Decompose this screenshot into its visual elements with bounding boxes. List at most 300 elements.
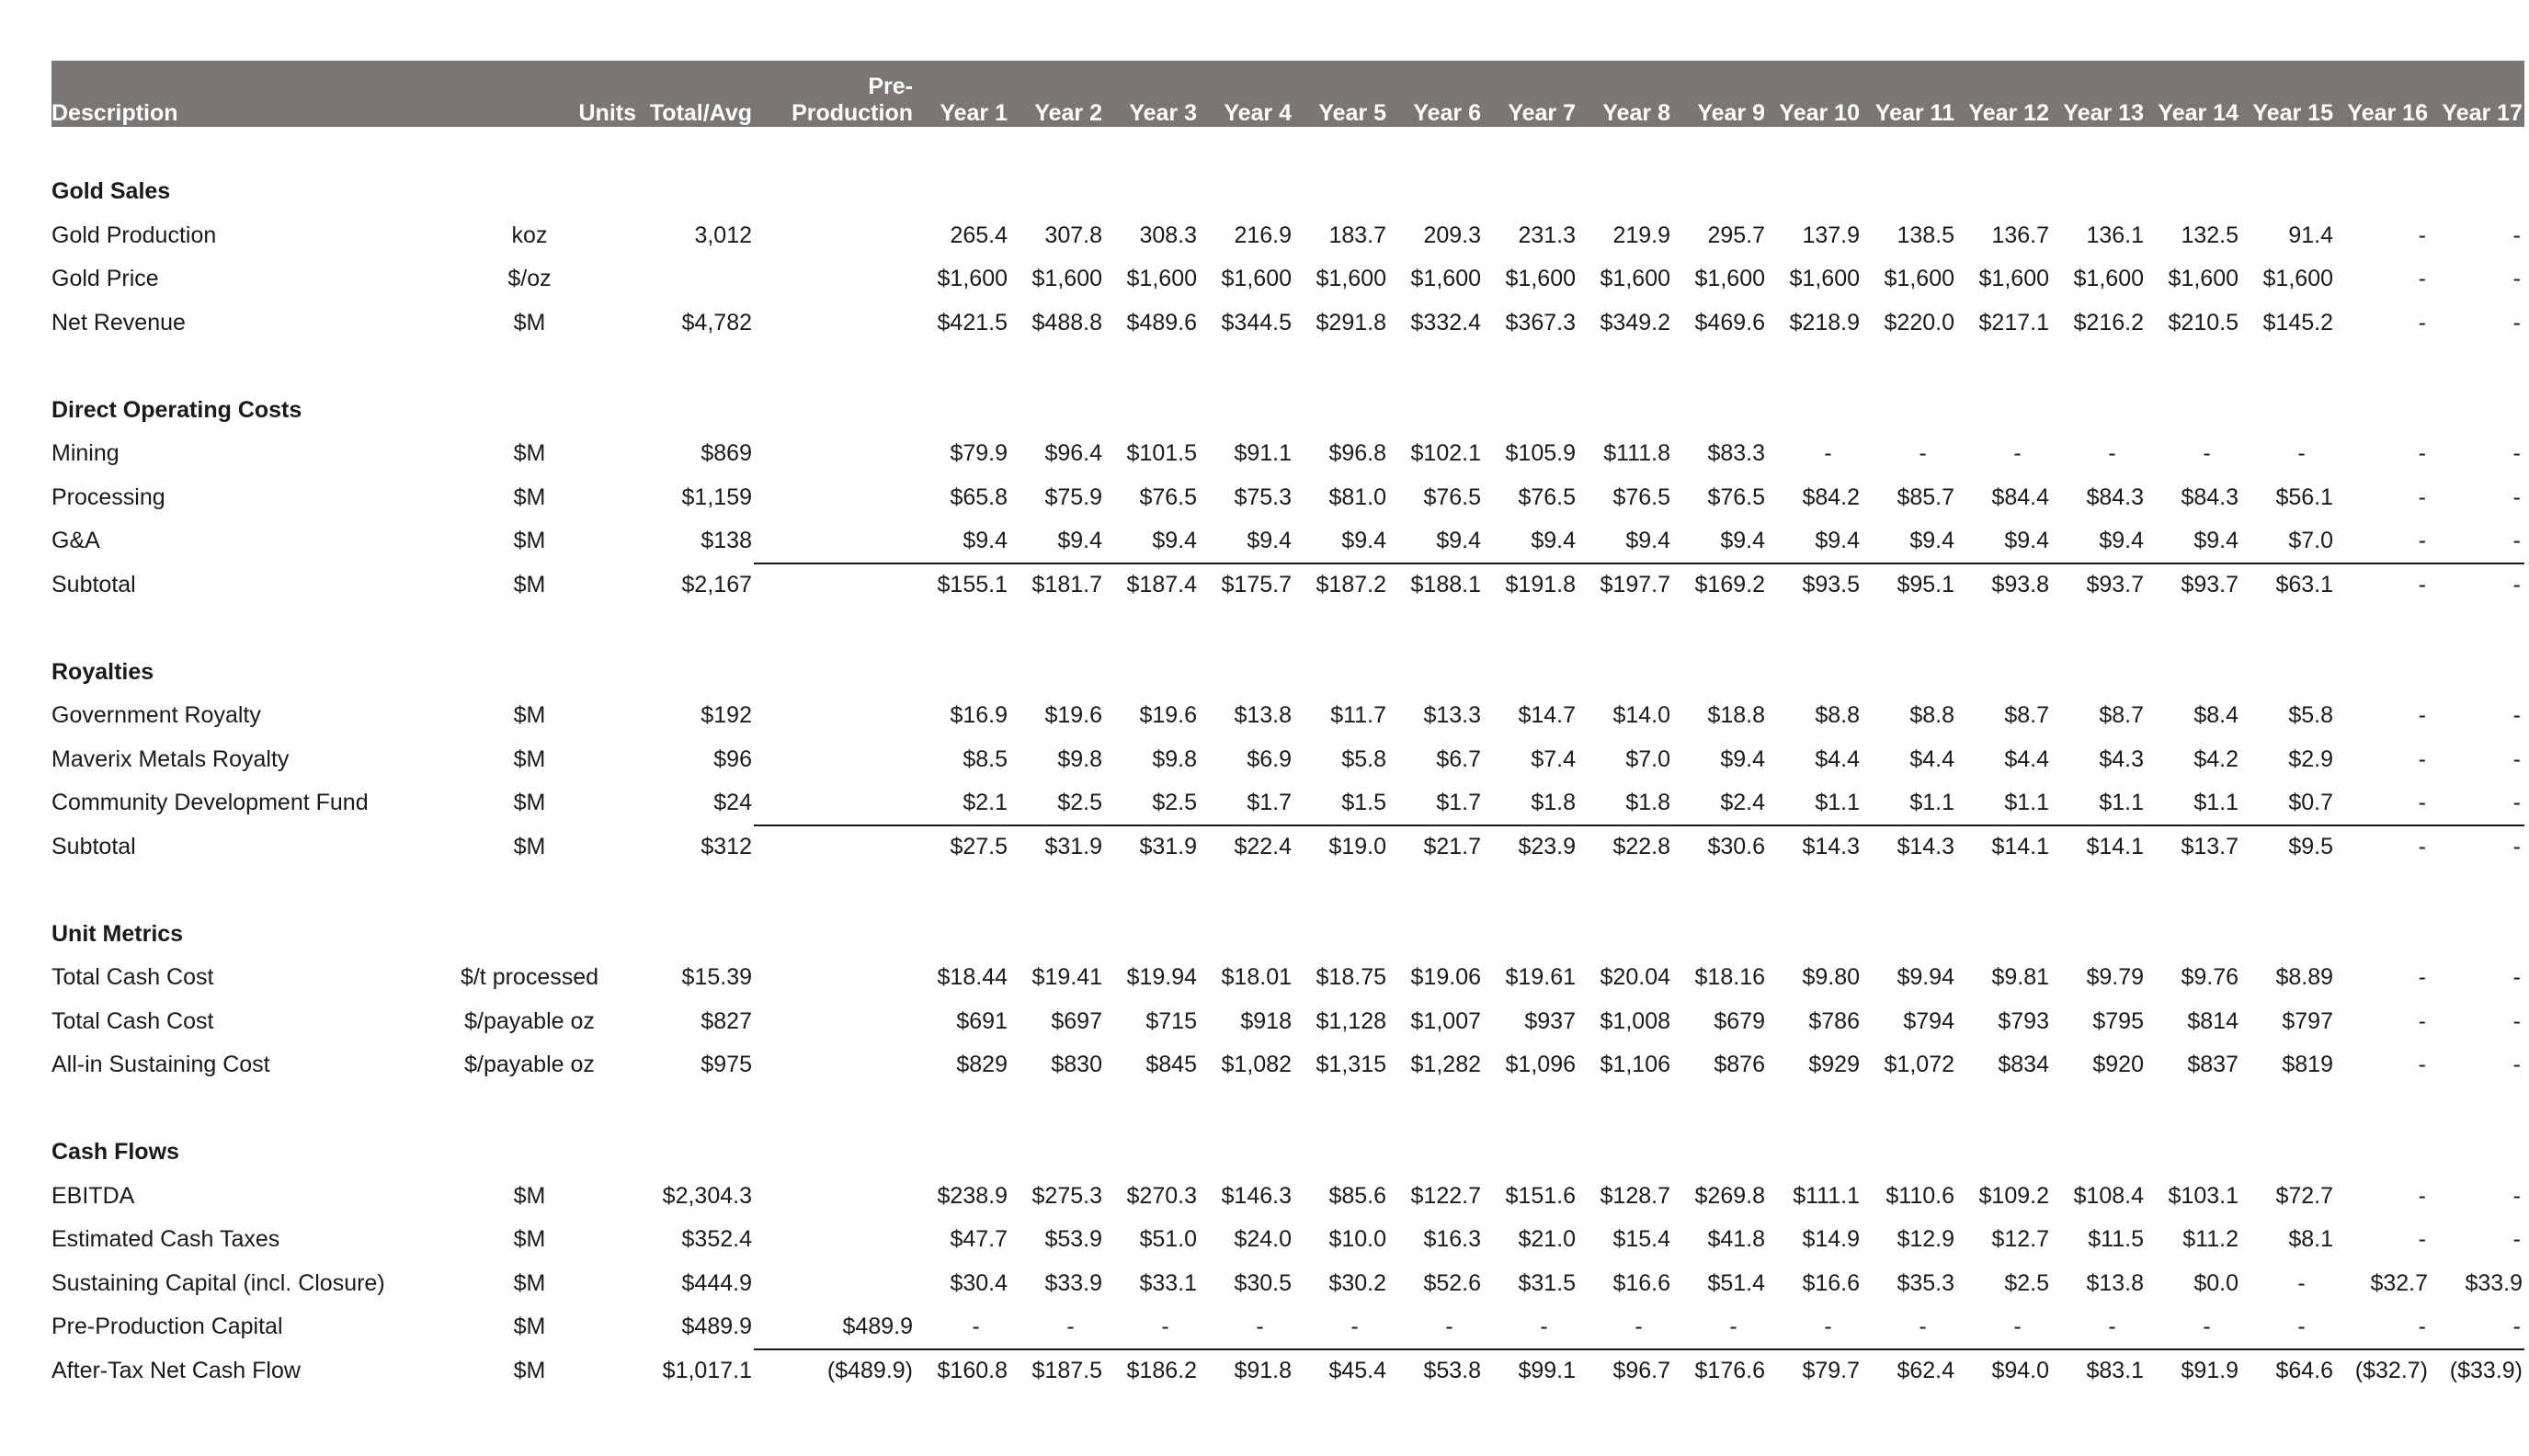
dash-value: -	[1919, 440, 1927, 467]
row-year-value: $786	[1808, 1007, 1860, 1034]
row-total: $352.4	[681, 1226, 752, 1253]
row-year-value	[1483, 1305, 1578, 1349]
dash-value: -	[2108, 440, 2116, 467]
dash-value: -	[2512, 527, 2521, 553]
row-year-value: $1,600	[1410, 266, 1481, 292]
row-year-value: $217.1	[1978, 309, 2049, 336]
row-total: $4,782	[681, 309, 752, 336]
row-year-value: $146.3	[1221, 1182, 1292, 1209]
row-year-value	[2146, 432, 2240, 476]
row-year-value	[1578, 1305, 1672, 1349]
row-year-value	[2240, 432, 2335, 476]
row-year-value: $5.8	[2288, 702, 2333, 729]
dash-value: -	[2418, 1226, 2426, 1253]
row-year-value	[2335, 301, 2430, 346]
row-year-value: $111.1	[1793, 1182, 1860, 1209]
row-year-value: $210.5	[2168, 309, 2239, 336]
row-total: $444.9	[681, 1269, 752, 1296]
row-year-value: $76.5	[1707, 483, 1765, 510]
row-year-value: $9.8	[1152, 745, 1197, 772]
spacer-row	[51, 127, 2524, 170]
row-year-value	[1672, 1305, 1767, 1349]
row-year-value: $4.3	[2099, 745, 2144, 772]
row-year-value: $16.6	[1612, 1269, 1670, 1296]
row-year-value: $91.8	[1234, 1358, 1292, 1384]
row-year-value: $814	[2187, 1007, 2239, 1034]
row-units: $M	[513, 833, 546, 859]
row-label: All-in Sustaining Cost	[51, 1052, 270, 1078]
row-year-value: $13.8	[2086, 1269, 2144, 1296]
row-total: $869	[701, 440, 752, 467]
row-year-value: $1,008	[1600, 1007, 1670, 1034]
row-year-value: ($32.7)	[2354, 1358, 2428, 1384]
section-header-row	[51, 389, 2524, 433]
row-year-value: $14.3	[1802, 834, 1860, 860]
dash-value: -	[1729, 1313, 1737, 1339]
row-year-value: 219.9	[1612, 222, 1670, 248]
row-pre-production	[754, 257, 915, 301]
row-year-value: $33.9	[2465, 1269, 2523, 1296]
dash-value: -	[1635, 1313, 1643, 1339]
row-year-value: $13.8	[1234, 702, 1292, 729]
row-pre-production	[754, 432, 915, 476]
row-label: Net Revenue	[51, 309, 186, 336]
row-year-value: $31.9	[1139, 834, 1197, 860]
row-pre-production	[754, 1218, 915, 1262]
row-year-value: $1,600	[1221, 266, 1292, 292]
row-total: $2,167	[681, 571, 752, 597]
row-year-value: $1.5	[1293, 781, 1388, 825]
table-row	[51, 1262, 2524, 1306]
row-year-value: $93.7	[2086, 572, 2144, 598]
row-year-value: $715	[1145, 1007, 1197, 1034]
row-year-value: $2.5	[1009, 781, 1104, 825]
row-year-value: $187.5	[1031, 1358, 1102, 1384]
row-total: $312	[701, 833, 752, 859]
dash-value: -	[2418, 266, 2426, 292]
row-year-value: $75.9	[1044, 483, 1102, 510]
dash-value: -	[2203, 1313, 2211, 1339]
table-row	[51, 1349, 2524, 1393]
row-year-value: $53.9	[1044, 1226, 1102, 1253]
row-year-value: $14.9	[1802, 1226, 1860, 1253]
row-year-value: 138.5	[1897, 222, 1954, 248]
row-year-value: $1.1	[2146, 781, 2240, 825]
row-year-value: $1.8	[1483, 781, 1578, 825]
row-year-value: $291.8	[1316, 309, 1386, 336]
row-year-value: $8.1	[2288, 1226, 2333, 1253]
section-title: Gold Sales	[51, 178, 171, 205]
row-units: $M	[513, 1314, 546, 1340]
row-year-value: 136.7	[1991, 222, 2049, 248]
dash-value: -	[2108, 1313, 2116, 1339]
dash-value: -	[1350, 1313, 1359, 1339]
table-row	[51, 214, 2524, 258]
dash-value: -	[2512, 266, 2521, 292]
section-header-row	[51, 170, 2524, 214]
row-year-value: $4.2	[2193, 745, 2239, 772]
dash-value: -	[2418, 702, 2426, 729]
row-year-value: $9.80	[1802, 964, 1860, 991]
row-year-value: $9.8	[1057, 745, 1102, 772]
row-pre-production	[754, 519, 915, 563]
row-pre-production	[754, 738, 915, 782]
dash-value: -	[1256, 1313, 1264, 1339]
row-year-value	[2335, 738, 2430, 782]
dash-value: -	[2418, 1007, 2426, 1034]
dash-value: -	[2418, 572, 2426, 598]
row-label: Community Development Fund	[51, 790, 369, 816]
table-row	[51, 694, 2524, 738]
row-label: Subtotal	[51, 833, 136, 859]
row-year-value: $2.1	[915, 781, 1009, 825]
row-year-value: $489.6	[1126, 309, 1197, 336]
row-label: Estimated Cash Taxes	[51, 1226, 280, 1253]
row-year-value: $13.7	[2181, 834, 2239, 860]
table-row	[51, 432, 2524, 476]
dash-value: -	[972, 1313, 980, 1339]
row-year-value: $8.5	[963, 745, 1008, 772]
row-units: $M	[513, 702, 546, 729]
row-label: Processing	[51, 483, 165, 510]
spacer-row	[51, 1087, 2524, 1132]
row-units: $/payable oz	[464, 1007, 595, 1034]
row-year-value	[2335, 781, 2430, 825]
row-year-value: $176.6	[1694, 1358, 1765, 1384]
dash-value: -	[2418, 527, 2426, 553]
dash-value: -	[2418, 222, 2426, 248]
row-year-value: $1,600	[1978, 266, 2049, 292]
row-year-value: $111.8	[1603, 440, 1670, 467]
table-row	[51, 1000, 2524, 1044]
dash-value: -	[2512, 572, 2521, 598]
row-year-value: $145.2	[2262, 309, 2333, 336]
row-year-value: $18.8	[1707, 702, 1765, 729]
row-year-value: $187.2	[1316, 572, 1386, 598]
row-year-value: $830	[1051, 1052, 1102, 1078]
row-year-value	[1956, 432, 2051, 476]
header-year: Year 3	[1129, 100, 1197, 126]
row-year-value: $367.3	[1505, 309, 1576, 336]
row-year-value	[2335, 1305, 2430, 1349]
dash-value: -	[2013, 440, 2022, 467]
row-year-value	[2430, 1043, 2524, 1087]
row-year-value: $0.7	[2240, 781, 2335, 825]
row-year-value: $9.76	[2181, 964, 2239, 991]
row-year-value: $19.6	[1044, 702, 1102, 729]
row-year-value: $9.4	[2051, 519, 2146, 563]
section-title: Unit Metrics	[51, 920, 184, 947]
dash-value: -	[2512, 702, 2521, 729]
dash-value: -	[2418, 309, 2426, 336]
row-year-value: $79.9	[950, 440, 1008, 467]
header-year: Year 17	[2442, 100, 2523, 126]
table-row	[51, 825, 2524, 870]
row-year-value: $14.7	[1518, 702, 1576, 729]
row-year-value: $31.9	[1044, 834, 1102, 860]
row-year-value: $85.6	[1328, 1182, 1386, 1209]
row-year-value	[2430, 476, 2524, 520]
row-year-value: $218.9	[1789, 309, 1860, 336]
dash-value: -	[2203, 440, 2211, 467]
row-year-value: $51.0	[1139, 1226, 1197, 1253]
row-year-value: $5.8	[1341, 745, 1386, 772]
row-label: Total Cash Cost	[51, 1007, 214, 1034]
row-year-value: $929	[1808, 1052, 1860, 1078]
row-year-value	[1293, 1305, 1388, 1349]
row-year-value: $269.8	[1694, 1182, 1765, 1209]
row-total: $975	[701, 1052, 752, 1078]
spacer-row	[51, 607, 2524, 651]
row-year-value: $72.7	[2275, 1182, 2333, 1209]
row-year-value	[2430, 432, 2524, 476]
row-pre-production	[754, 1000, 915, 1044]
table-row	[51, 1175, 2524, 1219]
row-units: $M	[513, 571, 546, 597]
dash-value: -	[2297, 440, 2306, 467]
row-year-value	[2430, 781, 2524, 825]
row-year-value: $1,600	[1505, 266, 1576, 292]
row-year-value: $83.3	[1707, 440, 1765, 467]
row-pre-production	[754, 1043, 915, 1087]
row-year-value: 307.8	[1044, 222, 1102, 248]
row-year-value: $7.0	[2240, 519, 2335, 563]
row-year-value: $84.4	[1991, 483, 2049, 510]
header-total: Total/Avg	[649, 100, 752, 126]
row-year-value: $7.0	[1625, 745, 1670, 772]
row-year-value	[2430, 301, 2524, 346]
row-year-value: $11.5	[2088, 1226, 2144, 1253]
row-label: After-Tax Net Cash Flow	[51, 1357, 301, 1383]
row-year-value: $918	[1240, 1007, 1292, 1034]
row-year-value: $9.79	[2086, 964, 2144, 991]
row-year-value	[2335, 1043, 2430, 1087]
row-year-value: $9.5	[2288, 834, 2333, 860]
row-units: $M	[513, 1357, 546, 1383]
row-year-value: $76.5	[1518, 483, 1576, 510]
row-pre-production	[754, 1175, 915, 1219]
row-pre-production	[754, 694, 915, 738]
dash-value: -	[2512, 483, 2521, 510]
dash-value: -	[2512, 789, 2521, 815]
row-year-value: $1,600	[1126, 266, 1197, 292]
row-year-value: $22.8	[1612, 834, 1670, 860]
row-year-value	[2430, 1000, 2524, 1044]
table-row	[51, 738, 2524, 782]
row-total: $1,017.1	[662, 1357, 752, 1383]
row-year-value: $20.04	[1600, 964, 1670, 991]
row-year-value: $45.4	[1328, 1358, 1386, 1384]
row-pre-production	[754, 214, 915, 258]
row-year-value	[2335, 432, 2430, 476]
row-year-value: $109.2	[1978, 1182, 2049, 1209]
row-year-value: $1,600	[1789, 266, 1860, 292]
financial-model-table	[51, 61, 2524, 1393]
row-pre-production	[754, 476, 915, 520]
row-year-value: $19.61	[1505, 964, 1576, 991]
row-year-value: $8.8	[1815, 702, 1860, 729]
row-year-value: $819	[2282, 1052, 2333, 1078]
row-total: $15.39	[681, 964, 752, 991]
header-row	[51, 61, 2524, 127]
row-year-value: $14.1	[2086, 834, 2144, 860]
header-units: Units	[578, 100, 636, 126]
row-year-value: $793	[1998, 1007, 2049, 1034]
row-year-value: $18.75	[1316, 964, 1386, 991]
row-year-value	[2146, 1305, 2240, 1349]
dash-value: -	[1919, 1313, 1927, 1339]
row-year-value: $216.2	[2073, 309, 2144, 336]
dash-value: -	[1161, 1313, 1169, 1339]
row-year-value: $275.3	[1031, 1182, 1102, 1209]
row-year-value: $51.4	[1707, 1269, 1765, 1296]
row-year-value: $8.7	[2099, 702, 2144, 729]
dash-value: -	[2512, 834, 2521, 860]
header-year: Year 4	[1224, 100, 1292, 126]
row-year-value: $186.2	[1126, 1358, 1197, 1384]
dash-value: -	[1066, 1313, 1075, 1339]
row-year-value: $679	[1714, 1007, 1765, 1034]
row-year-value	[1862, 1305, 1956, 1349]
row-year-value: $1,600	[1031, 266, 1102, 292]
dash-value: -	[2418, 789, 2426, 815]
row-year-value: $1,600	[1694, 266, 1765, 292]
row-year-value	[2335, 1218, 2430, 1262]
row-year-value: $270.3	[1126, 1182, 1197, 1209]
row-year-value: $9.4	[1483, 519, 1578, 563]
row-year-value	[915, 1305, 1009, 1349]
row-year-value	[2240, 1262, 2335, 1306]
row-year-value	[2430, 694, 2524, 738]
row-year-value: $1,600	[2262, 266, 2333, 292]
row-year-value: $10.0	[1328, 1226, 1386, 1253]
row-label: Gold Price	[51, 266, 159, 292]
dash-value: -	[2512, 222, 2521, 248]
header-year: Year 8	[1602, 100, 1670, 126]
dash-value: -	[2512, 1313, 2521, 1339]
row-year-value	[1388, 1305, 1483, 1349]
row-year-value: $937	[1524, 1007, 1576, 1034]
row-year-value: $4.4	[1909, 745, 1954, 772]
row-label: EBITDA	[51, 1182, 135, 1209]
row-label: Mining	[51, 440, 120, 467]
row-year-value: $344.5	[1221, 309, 1292, 336]
row-year-value: 295.7	[1707, 222, 1765, 248]
section-header-row	[51, 651, 2524, 695]
table-row	[51, 1305, 2524, 1349]
row-year-value: $9.4	[915, 519, 1009, 563]
row-year-value: $128.7	[1600, 1182, 1670, 1209]
dash-value: -	[2013, 1313, 2022, 1339]
row-year-value	[2430, 214, 2524, 258]
row-year-value: $9.4	[1672, 519, 1767, 563]
row-year-value: $47.7	[950, 1226, 1008, 1253]
row-year-value: $75.3	[1234, 483, 1292, 510]
row-year-value	[2430, 519, 2524, 563]
dash-value: -	[2512, 1226, 2521, 1253]
row-year-value: $9.4	[1956, 519, 2051, 563]
table-row	[51, 476, 2524, 520]
row-units: $M	[513, 309, 546, 336]
row-year-value: $19.94	[1126, 964, 1197, 991]
row-year-value: $30.6	[1707, 834, 1765, 860]
row-total: $24	[713, 790, 752, 816]
row-total: $2,304.3	[662, 1182, 752, 1209]
row-pre-production	[754, 781, 915, 825]
row-year-value: $99.1	[1518, 1358, 1576, 1384]
table-row	[51, 563, 2524, 608]
row-year-value	[2335, 694, 2430, 738]
row-year-value: $9.4	[1104, 519, 1199, 563]
row-year-value: $349.2	[1600, 309, 1670, 336]
row-year-value: $19.06	[1410, 964, 1481, 991]
row-year-value: $155.1	[937, 572, 1008, 598]
row-year-value: $332.4	[1410, 309, 1481, 336]
row-year-value: $1.1	[1862, 781, 1956, 825]
row-year-value: $151.6	[1505, 1182, 1576, 1209]
row-year-value: $1,600	[1884, 266, 1954, 292]
table-row	[51, 956, 2524, 1000]
row-year-value: 91.4	[2288, 222, 2333, 248]
row-year-value: $108.4	[2073, 1182, 2144, 1209]
row-year-value	[2430, 563, 2524, 608]
row-year-value: $30.5	[1234, 1269, 1292, 1296]
header-year: Year 11	[1874, 100, 1954, 126]
dash-value: -	[2418, 834, 2426, 860]
dash-value: -	[2512, 1052, 2521, 1078]
row-year-value	[1009, 1305, 1104, 1349]
row-year-value: $19.41	[1031, 964, 1102, 991]
row-year-value: $16.6	[1802, 1269, 1860, 1296]
row-year-value: $64.6	[2275, 1358, 2333, 1384]
row-units: $M	[513, 1182, 546, 1209]
section-title: Royalties	[51, 658, 154, 685]
row-year-value	[2335, 1175, 2430, 1219]
row-label: Sustaining Capital (incl. Closure)	[51, 1269, 385, 1296]
row-year-value: $1,600	[1316, 266, 1386, 292]
header-year: Year 7	[1508, 100, 1576, 126]
row-units: $/oz	[507, 266, 552, 292]
header-year: Year 1	[940, 100, 1008, 126]
dash-value: -	[1824, 1313, 1832, 1339]
row-year-value	[2335, 214, 2430, 258]
header-year: Year 13	[2063, 100, 2144, 126]
spacer-row	[51, 345, 2524, 389]
row-year-value: $31.5	[1518, 1269, 1576, 1296]
row-year-value: $2.9	[2288, 745, 2333, 772]
row-units: $M	[513, 790, 546, 816]
row-pre-production	[754, 825, 915, 870]
row-year-value: $9.4	[1720, 745, 1765, 772]
dash-value: -	[2512, 964, 2521, 991]
row-year-value: $52.6	[1423, 1269, 1481, 1296]
row-year-value: 209.3	[1423, 222, 1481, 248]
row-year-value: $1.1	[2051, 781, 2146, 825]
row-year-value: $169.2	[1694, 572, 1765, 598]
row-year-value: $76.5	[1423, 483, 1481, 510]
row-pre-production: ($489.9)	[826, 1358, 913, 1384]
row-year-value: $1,600	[2168, 266, 2239, 292]
row-year-value	[1767, 432, 1862, 476]
row-year-value: 183.7	[1328, 222, 1386, 248]
dash-value: -	[2418, 1182, 2426, 1209]
row-year-value: $8.8	[1909, 702, 1954, 729]
row-year-value: $1,282	[1410, 1052, 1481, 1078]
row-year-value: $62.4	[1897, 1358, 1954, 1384]
row-units: $M	[513, 1269, 546, 1296]
row-pre-production	[754, 301, 915, 346]
row-year-value: $6.9	[1247, 745, 1292, 772]
